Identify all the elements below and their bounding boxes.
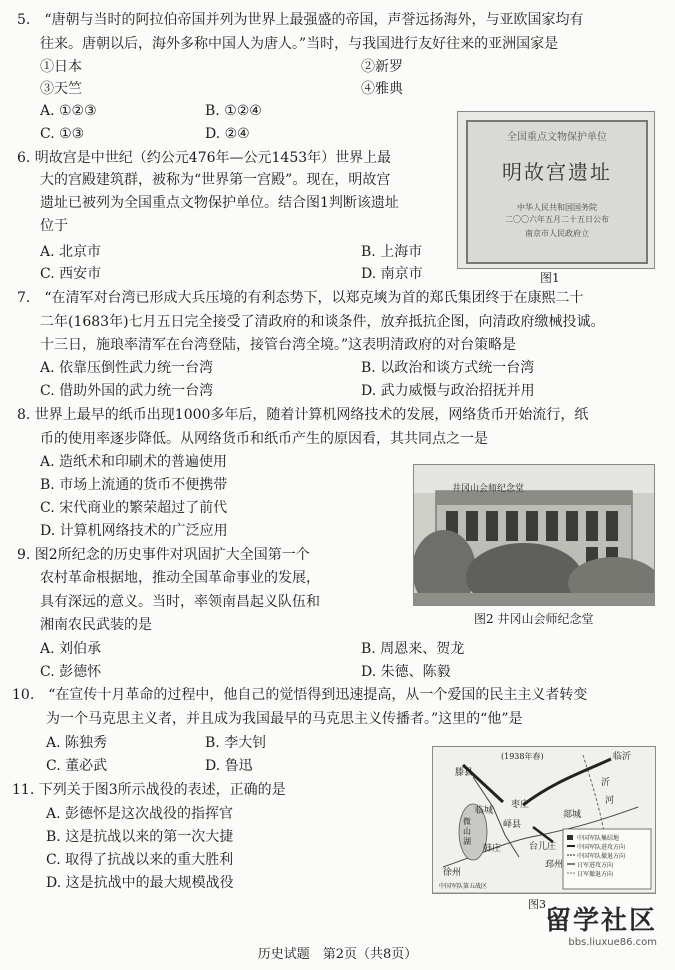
q9-option-b: B. 周恩来、贺龙 [361,641,465,657]
figure-3-caption: 图3 [528,898,546,911]
q11-option-d: D. 这是抗战中的最大规模战役 [46,875,234,891]
q7-stem-line2: 二年(1683年)七月五日完全接受了清政府的和谈条件，放弃抵抗企图，向清政府缴械投诚。 [40,314,605,330]
figure-2-caption: 图2 井冈山会师纪念堂 [474,612,594,626]
q9-option-c: C. 彭德怀 [40,664,102,680]
q5-item-4: ④雅典 [361,81,403,97]
q9-stem-line4: 湘南农民武装的是 [40,617,152,633]
map-place-river-he: 河 [605,796,615,806]
q10-option-b: B. 李大钊 [205,735,267,751]
map-place-linyi: 临沂 [613,752,632,762]
map-place-tancheng: 郯城 [563,810,582,820]
map-place-weishan-lake: 微山湖 [463,817,471,846]
legend-item-jp-attack: 日军进攻方向 [577,862,614,869]
q10-option-a: A. 陈独秀 [46,735,108,751]
q10-option-d: D. 鲁迅 [205,758,253,774]
figure-2-photo [413,464,655,606]
memorial-hall-sign: 井冈山会师纪念堂 [452,484,525,494]
map-place-tengxian: 滕县 [455,768,474,778]
legend-item-cn-retreat: 中国军队撤退方向 [577,853,626,860]
plaque-sub-1: 中华人民共和国国务院 [517,203,597,212]
q5-option-c: C. ①③ [40,126,85,142]
q7-option-b: B. 以政治和谈方式统一台湾 [361,360,535,376]
map-place-hanzhuang: 韩庄 [483,844,502,854]
page-footer: 历史试题 第2页（共8页） [257,947,418,962]
q6-option-c: C. 西安市 [40,266,102,282]
legend-item-jp-retreat: 日军撤退方向 [577,871,614,878]
q9-stem-line2: 农村革命根据地，推动全国革命事业的发展， [40,570,320,586]
q9-option-d: D. 朱德、陈毅 [361,664,451,680]
q7-stem-line1: 7. “在清军对台湾已形成大兵压境的有利态势下，以郑克塽为首的郑氏集团终于在康熙二十 [17,290,584,306]
q5-option-b: B. ①②④ [205,103,262,119]
q7-option-c: C. 借助外国的武力统一台湾 [40,383,214,399]
q6-stem-line4: 位于 [40,218,68,234]
q5-item-3: ③天竺 [40,81,82,97]
q7-option-a: A. 依靠压倒性武力统一台湾 [40,360,214,376]
q10-option-c: C. 董必武 [46,758,108,774]
map-note: 中国军队第五战区 [439,883,488,890]
q11-option-b: B. 这是抗战以来的第一次大捷 [46,829,234,845]
figure-1-photo [457,111,655,269]
q9-stem-line3: 具有深远的意义。当时，率领南昌起义队伍和 [40,594,320,610]
q6-option-b: B. 上海市 [361,244,423,260]
q9-option-a: A. 刘伯承 [40,641,102,657]
map-place-pizhou: 邳州 [545,860,564,870]
q10-stem-line1: 10. “在宣传十月革命的过程中，他自己的觉悟得到迅速提高，从一个爱国的民主主义者转变 [12,687,588,703]
plaque-top-text: 全国重点文物保护单位 [507,132,607,143]
map-place-yixian: 峄县 [503,820,522,830]
watermark-url: bbs.liuxue86.com [568,937,657,948]
q11-stem: 11. 下列关于图3所示战役的表述，正确的是 [12,782,286,798]
q5-stem-line1: 5. “唐朝与当时的阿拉伯帝国并列为世界上最强盛的帝国，声誉远扬海外，与亚欧国家均有 [17,12,584,28]
map-place-xuzhou: 徐州 [443,868,462,878]
legend-item-cn-attack: 中国军队进攻方向 [577,844,626,851]
q8-option-c: C. 宋代商业的繁荣超过了前代 [40,500,228,516]
q8-stem-line2: 币的使用率逐步降低。从网络货币和纸币产生的原因看，其共同点之一是 [40,431,488,447]
q8-stem-line1: 8. 世界上最早的纸币出现1000多年后，随着计算机网络技术的发展，网络货币开始流行，纸 [17,407,589,423]
q6-stem-line3: 遗址已被列为全国重点文物保护单位。结合图1判断该遗址 [40,195,399,211]
q5-option-d: D. ②④ [205,126,250,142]
q5-item-2: ②新罗 [361,59,403,75]
q6-option-d: D. 南京市 [361,266,423,282]
figure-3-map [432,746,656,894]
q6-option-a: A. 北京市 [40,244,102,260]
memorial-hall-illustration [414,465,654,605]
q8-option-a: A. 造纸术和印刷术的普遍使用 [40,454,228,470]
q5-item-1: ①日本 [40,59,82,75]
q9-stem-line1: 9. 图2所纪念的历史事件对巩固扩大全国第一个 [17,547,310,563]
q6-stem-line2: 大的宫殿建筑群，被称为“世界第一宫殿”。现在，明故宫 [40,172,391,188]
map-place-river-yi: 沂 [601,778,611,788]
q11-option-a: A. 彭德怀是这次战役的指挥官 [46,806,234,822]
figure-1-caption: 图1 [540,271,560,285]
plaque-sub-3: 南京市人民政府立 [525,229,589,238]
q6-stem-line1: 6. 明故宫是中世纪（约公元476年—公元1453年）世界上最 [17,150,392,166]
plaque-sub-2: 二〇〇六年五月二十五日公布 [505,215,609,224]
watermark-brand: 留学社区 [544,906,657,936]
map-place-taierzhuang: 台儿庄 [529,842,557,852]
site-watermark [545,900,657,948]
q5-stem-line2: 往来。唐朝以后，海外多称中国人为唐人。”当时，与我国进行友好往来的亚洲国家是 [40,36,559,52]
relic-plaque [466,120,648,264]
q7-stem-line3: 十三日，施琅率清军在台湾登陆，接管台湾全境。”这表明清政府的对台策略是 [40,337,517,353]
q8-option-b: B. 市场上流通的货币不便携带 [40,477,228,493]
q10-stem-line2: 为一个马克思主义者，并且成为我国最早的马克思主义传播者。”这里的“他”是 [46,711,523,727]
q8-option-d: D. 计算机网络技术的广泛应用 [40,523,228,539]
map-place-lincheng: 临城 [475,806,494,816]
plaque-title: 明故宫遗址 [502,160,612,184]
q7-option-d: D. 武力威慑与政治招抚并用 [361,383,535,399]
map-year-label: (1938年春) [501,752,544,761]
map-place-zaozhuang: 枣庄 [511,800,530,810]
q5-option-a: A. ①②③ [40,103,97,119]
legend-item-gathering: 中国军队集结地 [577,835,620,842]
q11-option-c: C. 取得了抗战以来的重大胜利 [46,852,234,868]
